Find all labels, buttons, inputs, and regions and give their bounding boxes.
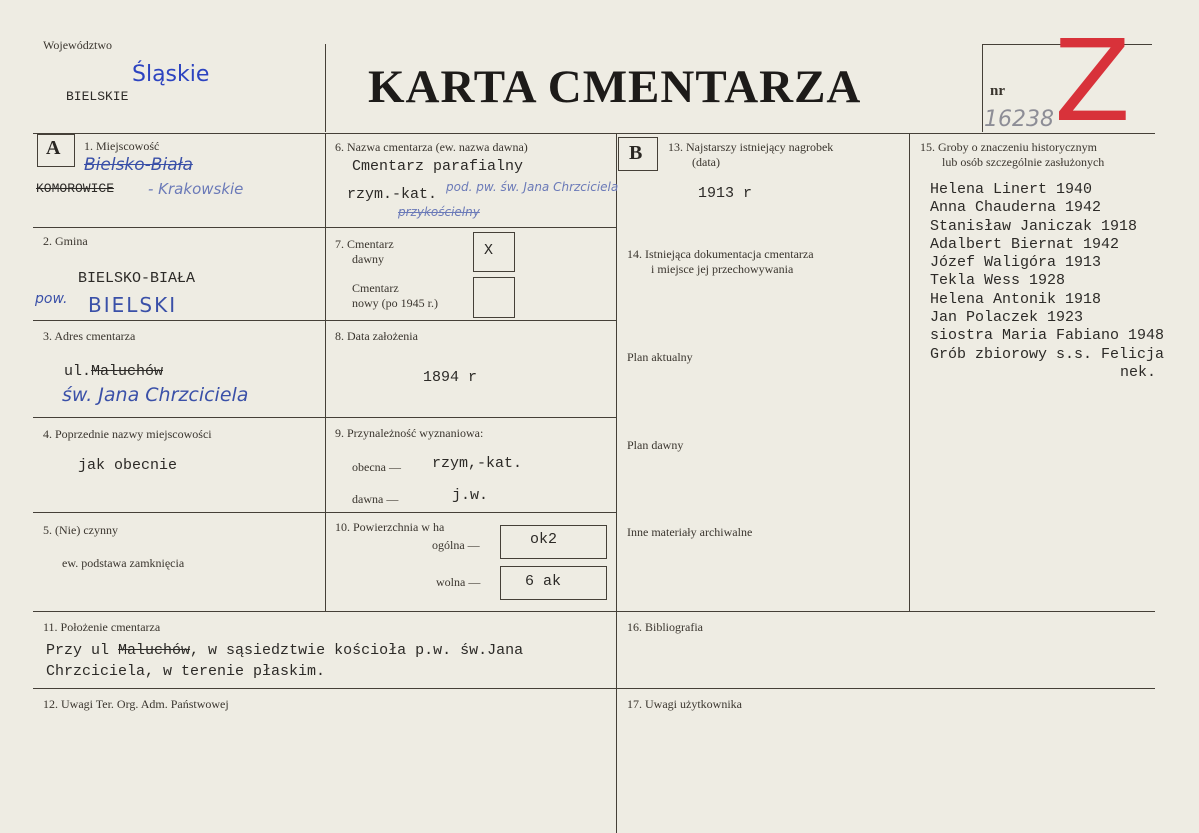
f1-label: 1. Miejscowość xyxy=(84,139,160,153)
grid-top xyxy=(33,133,1155,134)
f3-label: 3. Adres cmentarza xyxy=(43,329,136,343)
plan-aktualny: Plan aktualny xyxy=(627,350,693,364)
header-divider-left xyxy=(325,44,326,132)
f2-hand: BIELSKI xyxy=(88,293,178,317)
f2-pow: pow. xyxy=(35,291,68,307)
wojewodztwo-stamp: Śląskie xyxy=(132,62,210,87)
f6-typed2: rzym.-kat. xyxy=(347,186,438,203)
f6-hand: pod. pw. św. Jana Chrzciciela xyxy=(446,180,619,194)
grid-col1 xyxy=(325,133,326,611)
f6-struck: przykościelny xyxy=(398,205,480,219)
grave-entry: Helena Antonik 1918 xyxy=(930,290,1102,308)
f13-typed: 1913 r xyxy=(698,185,753,202)
nr-label: nr xyxy=(990,83,1005,99)
f9-dawna-label: dawna — xyxy=(352,492,399,506)
grave-entry: Tekla Wess 1928 xyxy=(930,272,1066,290)
f3-typed-struck: Maluchów xyxy=(91,363,164,380)
f14-label1: 14. Istniejąca dokumentacja cmentarza xyxy=(627,247,814,261)
grave-entry: Adalbert Biernat 1942 xyxy=(930,235,1120,253)
f8-label: 8. Data założenia xyxy=(335,329,418,343)
f17-label: 17. Uwagi użytkownika xyxy=(627,697,742,711)
f3-hand: św. Jana Chrzciciela xyxy=(62,384,249,406)
f11-line2: Chrzciciela, w terenie płaskim. xyxy=(46,663,326,680)
f14-label2: i miejsce jej przechowywania xyxy=(651,262,794,276)
f8-typed: 1894 r xyxy=(423,369,478,386)
section-a-letter: A xyxy=(46,137,61,159)
grave-entry: Grób zbiorowy s.s. Felicja xyxy=(930,345,1165,363)
inne-materialy: Inne materiały archiwalne xyxy=(627,525,753,539)
grid-row2 xyxy=(33,320,616,321)
f3-typed xyxy=(64,362,163,380)
f15-label2: lub osób szczególnie zasłużonych xyxy=(942,155,1105,169)
f12-label: 12. Uwagi Ter. Org. Adm. Państwowej xyxy=(43,697,229,711)
f9-obecna: rzym,-kat. xyxy=(432,455,523,472)
f6-label: 6. Nazwa cmentarza (ew. nazwa dawna) xyxy=(335,140,528,154)
grave-entry: Stanisław Janiczak 1918 xyxy=(930,217,1138,235)
graves-list xyxy=(930,181,1199,382)
wojewodztwo-typed: BIELSKIE xyxy=(66,89,129,104)
f10-wolna: 6 ak xyxy=(525,573,562,590)
nr-mark: Z xyxy=(1054,17,1131,147)
f13-label: 13. Najstarszy istniejący nagrobek xyxy=(668,140,834,154)
f11-line1 xyxy=(46,642,523,659)
f7-label2: Cmentarz xyxy=(352,281,399,295)
grid-row1 xyxy=(33,227,616,228)
wojewodztwo-label: Województwo xyxy=(43,38,113,52)
f15-label1: 15. Groby o znaczeniu historycznym xyxy=(920,140,1097,154)
f10-ogolna-label: ogólna — xyxy=(432,538,480,552)
grid-col3 xyxy=(909,133,910,611)
f7-dawny-checkbox[interactable] xyxy=(473,232,515,272)
f7-mark: X xyxy=(484,242,494,259)
grave-entry: Anna Chauderna 1942 xyxy=(930,199,1102,217)
grave-entry: nek. xyxy=(1120,363,1157,381)
f9-obecna-label: obecna — xyxy=(352,460,401,474)
f7-label: 7. Cmentarz xyxy=(335,237,394,251)
f11-line1-b: , w sąsiedztwie kościoła p.w. św.Jana xyxy=(190,642,524,659)
section-b-letter: B xyxy=(629,142,643,164)
f6-typed1: Cmentarz parafialny xyxy=(352,158,524,175)
f3-typed-prefix: ul. xyxy=(64,363,92,380)
f9-dawna: j.w. xyxy=(452,487,489,504)
grave-entry: siostra Maria Fabiano 1948 xyxy=(930,327,1165,345)
f7-dawny: dawny xyxy=(352,252,384,266)
f9-label: 9. Przynależność wyznaniowa: xyxy=(335,426,484,440)
f10-wolna-label: wolna — xyxy=(436,575,481,589)
grid-row4 xyxy=(33,512,616,513)
f2-label: 2. Gmina xyxy=(43,234,88,248)
f7-nowy: nowy (po 1945 r.) xyxy=(352,296,438,310)
f4-typed: jak obecnie xyxy=(78,457,178,474)
f7-nowy-checkbox[interactable] xyxy=(473,277,515,318)
f5-label: 5. (Nie) czynny xyxy=(43,523,118,537)
grid-row5 xyxy=(33,611,1155,612)
f11-label: 11. Położenie cmentarza xyxy=(43,620,161,634)
f5-sub: ew. podstawa zamknięcia xyxy=(62,556,185,570)
f10-ogolna: ok2 xyxy=(530,531,558,548)
f11-line1-a: Przy ul xyxy=(46,642,110,659)
f13-sub: (data) xyxy=(692,155,720,169)
plan-dawny: Plan dawny xyxy=(627,438,684,452)
f11-line1-struck: Maluchów xyxy=(118,642,191,659)
grid-row3 xyxy=(33,417,616,418)
grave-entry: Jan Polaczek 1923 xyxy=(930,309,1084,327)
grave-entry: Józef Waligóra 1913 xyxy=(930,254,1102,272)
f4-label: 4. Poprzednie nazwy miejscowości xyxy=(43,427,212,441)
nr-value: 16238 xyxy=(984,107,1054,132)
grid-row6 xyxy=(33,688,1155,689)
grid-col2 xyxy=(616,133,617,833)
grave-entry: Helena Linert 1940 xyxy=(930,181,1093,198)
card-title: KARTA CMENTARZA xyxy=(368,61,862,113)
f1-hand2: - Krakowskie xyxy=(148,180,244,198)
f2-typed: BIELSKO-BIAŁA xyxy=(78,270,196,287)
f16-label: 16. Bibliografia xyxy=(627,620,703,634)
f1-typed: KOMOROWICE xyxy=(36,181,115,196)
f1-hand: Bielsko-Biała xyxy=(84,155,193,175)
nr-box-left xyxy=(982,44,983,132)
f10-label: 10. Powierzchnia w ha xyxy=(335,520,445,534)
